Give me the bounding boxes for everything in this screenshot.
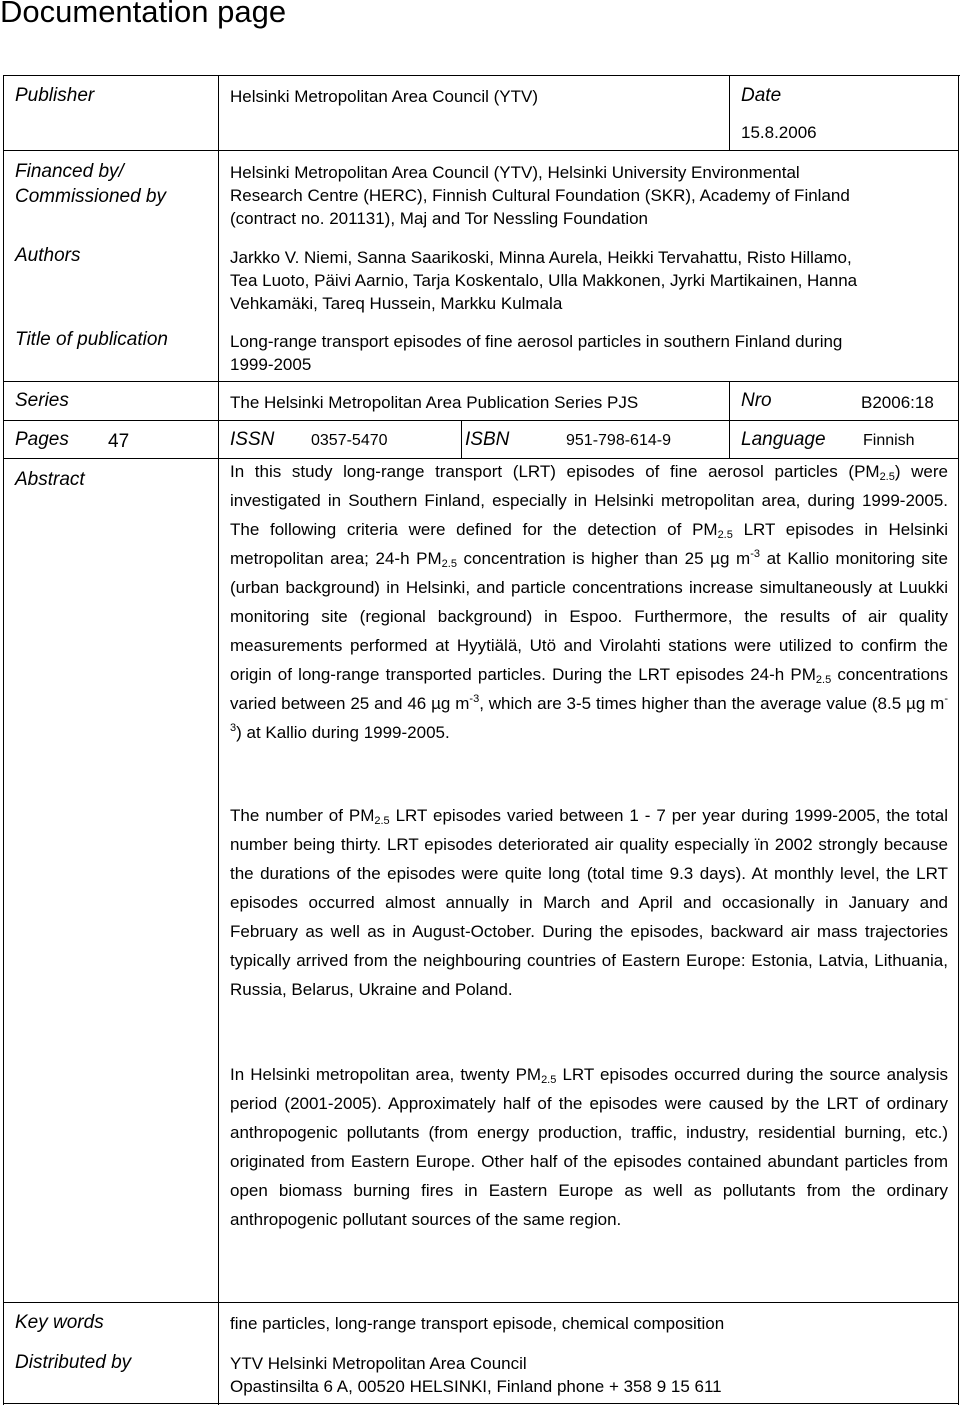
financed-line1: Helsinki Metropolitan Area Council (YTV), Helsinki University Environmental xyxy=(230,163,800,182)
authors-label: Authors xyxy=(15,245,81,266)
issn-isbn-divider xyxy=(461,420,462,459)
language-label: Language xyxy=(741,429,826,450)
isbn-label: ISBN xyxy=(465,429,510,450)
nro-value: B2006:18 xyxy=(861,393,934,412)
date-column-divider xyxy=(729,75,730,151)
row-divider-series xyxy=(3,420,959,421)
pages-value: 47 xyxy=(108,431,130,452)
publication-title-line1: Long-range transport episodes of fine aerosol particles in southern Finland during xyxy=(230,332,843,351)
authors-line2: Tea Luoto, Päivi Aarnio, Tarja Koskentalo, Ulla Makkonen, Jyrki Martikainen, Hanna xyxy=(230,271,858,290)
financed-label-line1: Financed by/ xyxy=(15,161,124,182)
page-title: Documentation page xyxy=(0,0,287,29)
publisher-value: Helsinki Metropolitan Area Council (YTV) xyxy=(230,87,539,106)
table-border-left xyxy=(3,75,4,1405)
abstract-paragraph-2: The number of $PM_{2.5}$ LRT episodes varied between 1 - 7 per year during 1999-2005, the total number being thirty. LRT episodes deteriorated air quality especially ïn 2002 strongly because the durations of the episodes were quite long (total time 9.3 days). At monthly level, the LRT episodes occurred almost annually in March and April and occasionally in January and February as well as in August-October. During the episodes, backward air mass trajectories typically arrived from the neighbouring countries of Eastern Europe: Estonia, Latvia, Lithuania, Russia, Belarus, Ukraine and Poland. xyxy=(230,806,949,999)
distributor-name: YTV Helsinki Metropolitan Area Council xyxy=(230,1354,527,1373)
publisher-label: Publisher xyxy=(15,85,95,106)
isbn-value: 951-798-614-9 xyxy=(566,432,671,449)
issn-value: 0357-5470 xyxy=(311,432,388,449)
series-label: Series xyxy=(15,390,69,411)
table-border-right xyxy=(958,75,959,1405)
abstract-paragraph-1: In this study long-range transport (LRT) episodes of fine aerosol particles $(PM_{2.5})$ were investigated in Southern Finland, especially in Helsinki metropolitan area, during 1999-2005. The following criteria were defined for the detection of $PM_{2.5}$ LRT episodes in Helsinki metropolitan area; 24-h $PM_{2.5}$ concentration is higher than 25 µg $m^{-3}$ at Kallio monitoring site (urban background) in Helsinki, and particle concentrations increase simultaneously at Luukki monitoring site (regional background) in Espoo. Furthermore, the results of air quality measurements performed at Hyytiälä, Utö and Virolahti stations were utilized to confirm the origin of long-range transported particles. During the LRT episodes 24-h $PM_{2.5}$ concentrations varied between 25 and 46 µg $m^{-3}$, which are 3-5 times higher than the average value (8.5 µg $m^{-3}$) at Kallio during 1999-2005. xyxy=(230,462,949,742)
table-border-bottom xyxy=(3,1403,959,1404)
series-value: The Helsinki Metropolitan Area Publication Series PJS xyxy=(230,393,639,412)
table-border-top xyxy=(3,75,960,76)
row-divider-title xyxy=(3,381,959,382)
label-column-divider xyxy=(218,75,219,1405)
series-nro-divider xyxy=(729,381,730,421)
pages-label: Pages xyxy=(15,429,69,450)
financed-label-line2: Commissioned by xyxy=(15,186,166,207)
abstract-paragraph-3: In Helsinki metropolitan area, twenty $PM_{2.5}$ LRT episodes occurred during the source analysis period (2001-2005). Approximately half of the episodes were caused by the LRT of ordinary anthropogenic pollutants (from energy production, traffic, industry, residential burning, etc.) originated from Eastern Europe. Other half of the episodes contained abundant particles from open biomass burning fires in Eastern Europe as well as pollutants from the ordinary anthropogenic pollutant sources of the same region. xyxy=(230,1065,948,1229)
row-divider-abstract xyxy=(3,1302,959,1303)
date-label: Date xyxy=(741,85,782,106)
row-divider-publisher xyxy=(3,150,959,151)
publication-title-line2: 1999-2005 xyxy=(230,355,312,374)
authors-line3: Vehkamäki, Tareq Hussein, Markku Kulmala xyxy=(230,294,563,313)
abstract-label: Abstract xyxy=(15,469,85,490)
title-of-publication-label: Title of publication xyxy=(15,329,168,350)
financed-line2: Research Centre (HERC), Finnish Cultural Foundation (SKR), Academy of Finland xyxy=(230,186,850,205)
key-words-value: fine particles, long-range transport episode, chemical composition xyxy=(230,1314,725,1333)
distributor-address: Opastinsilta 6 A, 00520 HELSINKI, Finland phone + 358 9 15 611 xyxy=(230,1377,722,1396)
nro-label: Nro xyxy=(741,390,772,411)
language-value: Finnish xyxy=(863,432,915,449)
financed-line3: (contract no. 201131), Maj and Tor Nessling Foundation xyxy=(230,209,649,228)
key-words-label: Key words xyxy=(15,1312,104,1333)
distributed-by-label: Distributed by xyxy=(15,1352,132,1373)
issn-label: ISSN xyxy=(230,429,275,450)
authors-line1: Jarkko V. Niemi, Sanna Saarikoski, Minna Aurela, Heikki Tervahattu, Risto Hillamo, xyxy=(230,248,852,267)
isbn-language-divider xyxy=(729,420,730,459)
date-value: 15.8.2006 xyxy=(741,123,817,142)
